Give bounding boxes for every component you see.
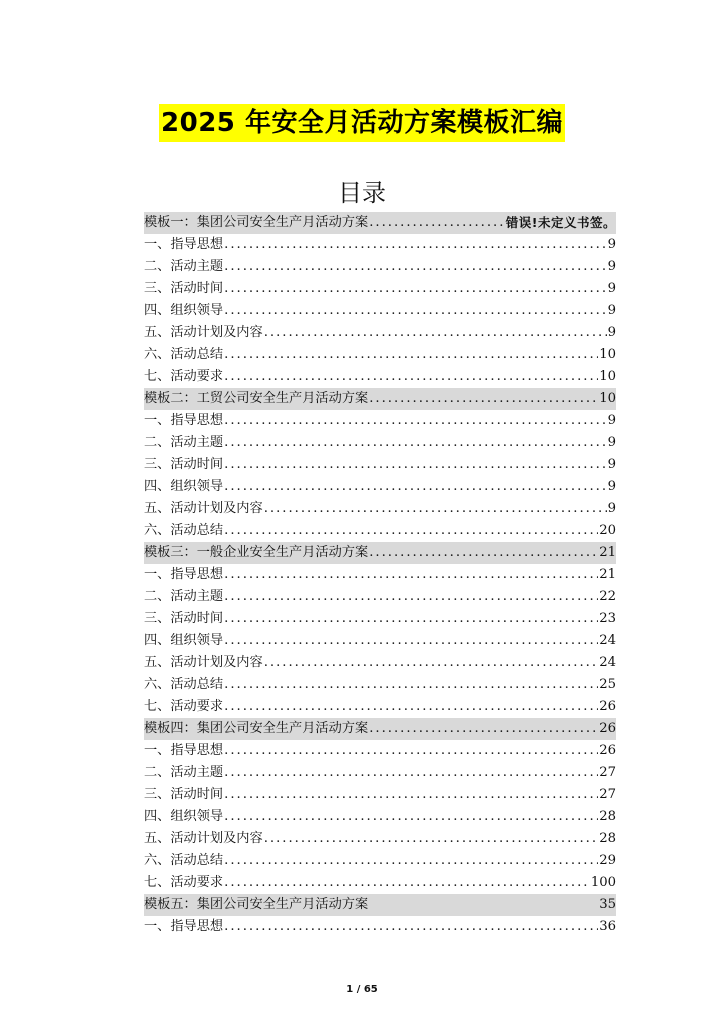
toc-entry-page-number: 9 xyxy=(607,325,616,340)
toc-entry[interactable] xyxy=(144,432,616,454)
toc-entry-label: 二、活动主题 xyxy=(144,435,224,450)
toc-leader-dots xyxy=(224,300,606,322)
toc-entry-label: 三、活动时间 xyxy=(144,611,224,626)
toc-entry[interactable] xyxy=(144,498,616,520)
toc-entry-label: 五、活动计划及内容 xyxy=(144,325,263,340)
toc-entry-page-number: 27 xyxy=(599,787,616,802)
toc-entry[interactable] xyxy=(144,850,616,872)
toc-entry[interactable] xyxy=(144,278,616,300)
toc-entry-label: 模板二：工贸公司安全生产月活动方案 xyxy=(144,391,369,406)
toc-entry-label: 模板五：集团公司安全生产月活动方案 xyxy=(144,897,369,912)
toc-leader-dots xyxy=(224,564,598,586)
toc-section-entry[interactable] xyxy=(144,542,616,564)
toc-entry-page-number: 21 xyxy=(599,567,616,582)
toc-entry-page-number: 9 xyxy=(607,303,616,318)
toc-entry[interactable] xyxy=(144,410,616,432)
toc-entry-label: 三、活动时间 xyxy=(144,787,224,802)
toc-entry[interactable] xyxy=(144,586,616,608)
toc-entry[interactable] xyxy=(144,916,616,938)
toc-entry-page-number: 10 xyxy=(599,369,616,384)
toc-leader-dots xyxy=(224,674,598,696)
toc-entry-page-number: 26 xyxy=(599,743,616,758)
toc-entry[interactable] xyxy=(144,520,616,542)
toc-leader-dots xyxy=(264,828,599,850)
toc-entry[interactable] xyxy=(144,322,616,344)
toc-entry-label: 一、指导思想 xyxy=(144,413,224,428)
toc-leader-dots xyxy=(264,498,607,520)
toc-entry-label: 五、活动计划及内容 xyxy=(144,501,263,516)
toc-entry-page-number: 24 xyxy=(599,655,616,670)
toc-entry-label: 二、活动主题 xyxy=(144,259,224,274)
toc-entry-label: 三、活动时间 xyxy=(144,281,224,296)
toc-leader-dots xyxy=(224,410,606,432)
toc-leader-dots xyxy=(264,652,599,674)
toc-entry-page-number: 9 xyxy=(607,259,616,274)
toc-entry-label: 一、指导思想 xyxy=(144,919,224,934)
toc-leader-dots xyxy=(224,762,598,784)
toc-entry[interactable] xyxy=(144,256,616,278)
toc-entry-page-number: 9 xyxy=(607,237,616,252)
toc-entry-page-number: 错误!未定义书签。 xyxy=(505,215,616,230)
toc-leader-dots xyxy=(369,212,505,234)
toc-entry-page-number: 23 xyxy=(599,611,616,626)
toc-heading: 目录 xyxy=(338,179,386,207)
toc-leader-dots xyxy=(224,916,598,938)
toc-entry[interactable] xyxy=(144,696,616,718)
toc-entry[interactable] xyxy=(144,762,616,784)
toc-entry[interactable] xyxy=(144,300,616,322)
toc-entry[interactable] xyxy=(144,674,616,696)
toc-entry[interactable] xyxy=(144,630,616,652)
toc-entry-label: 七、活动要求 xyxy=(144,875,224,890)
toc-leader-dots xyxy=(224,278,606,300)
toc-entry[interactable] xyxy=(144,806,616,828)
toc-leader-dots xyxy=(224,344,598,366)
toc-entry-label: 四、组织领导 xyxy=(144,479,224,494)
toc-entry-label: 一、指导思想 xyxy=(144,237,224,252)
toc-entry-label: 模板一：集团公司安全生产月活动方案 xyxy=(144,215,369,230)
toc-entry-label: 四、组织领导 xyxy=(144,633,224,648)
toc-entry-label: 七、活动要求 xyxy=(144,369,224,384)
toc-entry-label: 二、活动主题 xyxy=(144,765,224,780)
toc-section-entry[interactable] xyxy=(144,894,616,916)
toc-leader-dots xyxy=(224,630,598,652)
toc-leader-dots xyxy=(224,608,598,630)
toc-entry-page-number: 9 xyxy=(607,457,616,472)
toc-entry[interactable] xyxy=(144,828,616,850)
toc-entry-label: 模板三：一般企业安全生产月活动方案 xyxy=(144,545,369,560)
toc-entry-page-number: 26 xyxy=(599,699,616,714)
toc-entry-page-number: 9 xyxy=(607,501,616,516)
toc-leader-dots xyxy=(224,740,598,762)
toc-entry[interactable] xyxy=(144,366,616,388)
document-title-text: 2025 年安全月活动方案模板汇编 xyxy=(159,104,565,142)
toc-entry[interactable] xyxy=(144,872,616,894)
toc-entry-label: 五、活动计划及内容 xyxy=(144,831,263,846)
toc-entry[interactable] xyxy=(144,476,616,498)
toc-entry-label: 一、指导思想 xyxy=(144,567,224,582)
toc-entry-page-number: 25 xyxy=(599,677,616,692)
toc-leader-dots xyxy=(264,322,607,344)
toc-leader-dots xyxy=(224,586,598,608)
toc-leader-dots xyxy=(224,850,598,872)
toc-entry-label: 五、活动计划及内容 xyxy=(144,655,263,670)
toc-entry-page-number: 100 xyxy=(590,875,616,890)
toc-entry-page-number: 9 xyxy=(607,479,616,494)
toc-leader-dots xyxy=(224,806,598,828)
toc-entry[interactable] xyxy=(144,234,616,256)
toc-leader-dots xyxy=(224,872,590,894)
toc-entry-page-number: 29 xyxy=(599,853,616,868)
toc-entry-label: 六、活动总结 xyxy=(144,677,224,692)
toc-leader-dots xyxy=(224,476,606,498)
toc-entry-page-number: 35 xyxy=(599,897,616,912)
toc-section-entry[interactable] xyxy=(144,388,616,410)
toc-leader-dots xyxy=(224,784,598,806)
toc-section-entry[interactable] xyxy=(144,212,616,234)
toc-entry-page-number: 20 xyxy=(599,523,616,538)
toc-entry[interactable] xyxy=(144,740,616,762)
toc-entry[interactable] xyxy=(144,454,616,476)
toc-entry[interactable] xyxy=(144,608,616,630)
toc-entry-label: 四、组织领导 xyxy=(144,303,224,318)
toc-entry-label: 六、活动总结 xyxy=(144,347,224,362)
toc-entry-label: 四、组织领导 xyxy=(144,809,224,824)
toc-entry-label: 六、活动总结 xyxy=(144,853,224,868)
toc-leader-dots xyxy=(369,718,598,740)
toc-entry[interactable] xyxy=(144,344,616,366)
toc-leader-dots xyxy=(224,696,598,718)
toc-entry-page-number: 21 xyxy=(599,545,616,560)
toc-leader-dots xyxy=(369,542,598,564)
toc-entry-label: 六、活动总结 xyxy=(144,523,224,538)
toc-leader-dots xyxy=(224,366,598,388)
toc-entry-page-number: 10 xyxy=(599,347,616,362)
toc-leader-dots xyxy=(369,388,598,410)
toc-entry-page-number: 9 xyxy=(607,413,616,428)
toc-entry-page-number: 9 xyxy=(607,435,616,450)
toc-entry[interactable] xyxy=(144,784,616,806)
document-title xyxy=(0,104,724,142)
toc-entry-page-number: 22 xyxy=(599,589,616,604)
toc-entry-label: 七、活动要求 xyxy=(144,699,224,714)
toc-section-entry[interactable] xyxy=(144,718,616,740)
toc-leader-dots xyxy=(224,454,606,476)
table-of-contents xyxy=(144,212,616,938)
toc-entry-page-number: 10 xyxy=(599,391,616,406)
toc-leader-dots xyxy=(224,234,606,256)
toc-entry[interactable] xyxy=(144,652,616,674)
toc-entry-label: 二、活动主题 xyxy=(144,589,224,604)
toc-leader-dots xyxy=(224,432,606,454)
toc-leader-dots xyxy=(224,520,598,542)
toc-entry-page-number: 28 xyxy=(599,809,616,824)
toc-entry[interactable] xyxy=(144,564,616,586)
page-number-footer: 1 / 65 xyxy=(346,984,378,995)
toc-entry-page-number: 28 xyxy=(599,831,616,846)
toc-entry-page-number: 36 xyxy=(599,919,616,934)
toc-leader-dots xyxy=(224,256,606,278)
toc-entry-label: 模板四：集团公司安全生产月活动方案 xyxy=(144,721,369,736)
toc-entry-label: 三、活动时间 xyxy=(144,457,224,472)
toc-entry-page-number: 27 xyxy=(599,765,616,780)
toc-entry-page-number: 26 xyxy=(599,721,616,736)
toc-entry-page-number: 9 xyxy=(607,281,616,296)
toc-entry-label: 一、指导思想 xyxy=(144,743,224,758)
toc-entry-page-number: 24 xyxy=(599,633,616,648)
